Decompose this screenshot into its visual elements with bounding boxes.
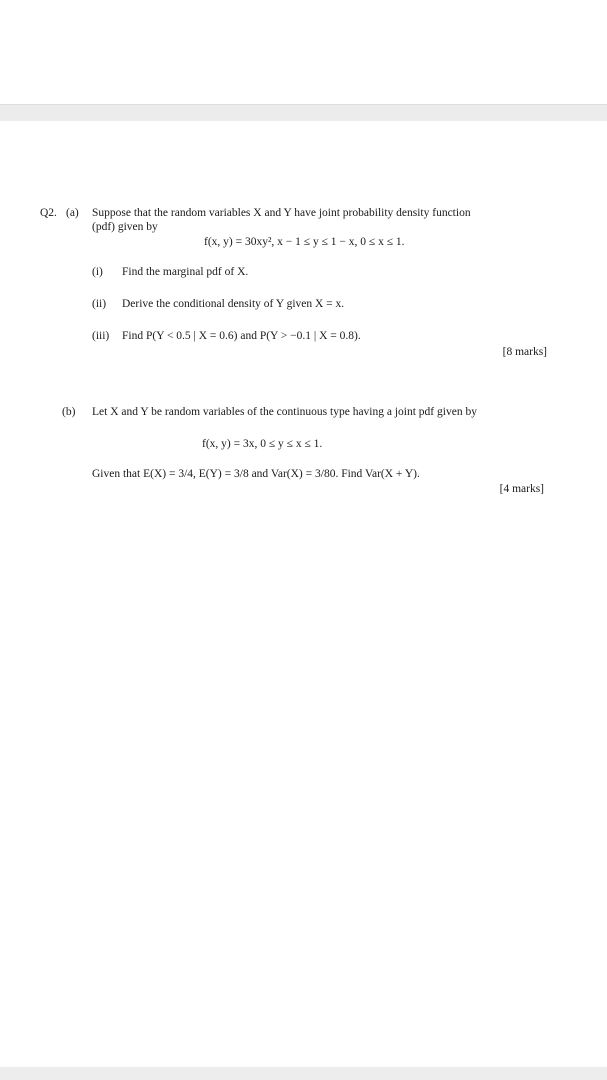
part-a-intro-line1: Suppose that the random variables X and Y have joint probability density function	[92, 207, 471, 219]
page-separator	[0, 104, 607, 121]
item-i-number: (i)	[92, 266, 103, 278]
item-iii-number: (iii)	[92, 330, 110, 342]
part-b-intro: Let X and Y be random variables of the continuous type having a joint pdf given by	[92, 406, 477, 418]
item-ii-text: Derive the conditional density of Y given X = x.	[122, 298, 345, 310]
question-label: Q2.	[40, 207, 57, 219]
part-a-joint-pdf-formula: f(x, y) = 30xy², x − 1 ≤ y ≤ 1 − x, 0 ≤ x ≤ 1.	[204, 236, 405, 248]
document-page	[0, 121, 607, 1067]
part-a-intro-line2: (pdf) given by	[92, 221, 158, 233]
part-a-marks: [8 marks]	[502, 346, 547, 358]
part-b-given-text: Given that E(X) = 3/4, E(Y) = 3/8 and Var(X) = 3/80. Find Var(X + Y).	[92, 468, 420, 480]
part-a-label: (a)	[66, 207, 79, 219]
part-b-joint-pdf-formula: f(x, y) = 3x, 0 ≤ y ≤ x ≤ 1.	[202, 438, 323, 450]
item-iii-text: Find P(Y < 0.5 | X = 0.6) and P(Y > −0.1 | X = 0.8).	[122, 330, 361, 342]
item-i-text: Find the marginal pdf of X.	[122, 266, 249, 278]
previous-page-bottom	[0, 0, 607, 104]
part-b-label: (b)	[62, 406, 76, 418]
next-page-gap	[0, 1067, 607, 1080]
item-ii-number: (ii)	[92, 298, 107, 310]
part-b-marks: [4 marks]	[499, 483, 544, 495]
